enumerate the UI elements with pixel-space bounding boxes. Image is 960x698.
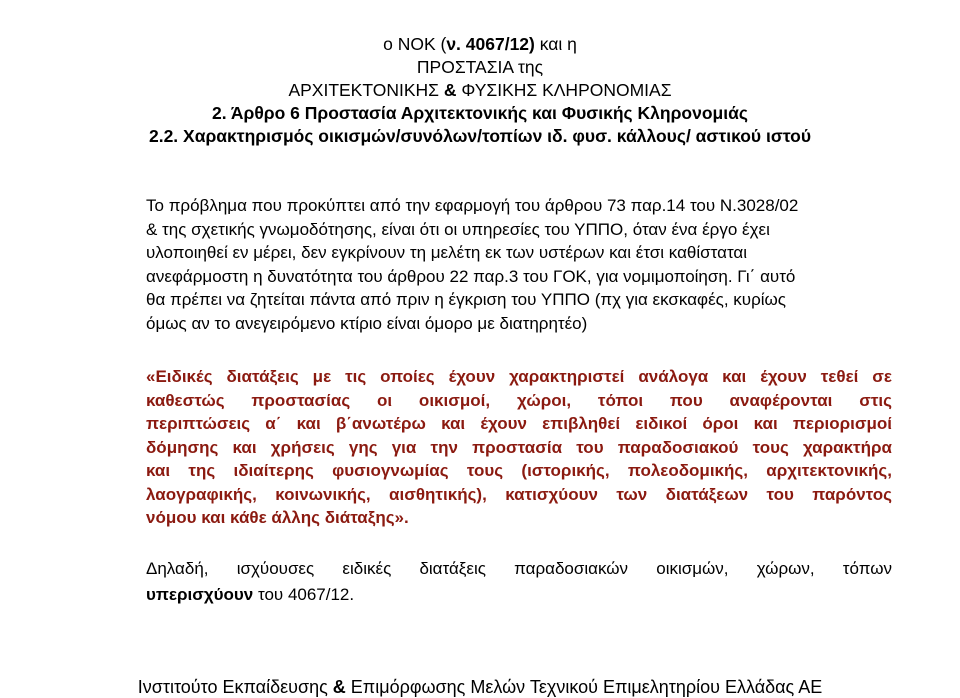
conclusion-line-2: υπερισχύουν του 4067/12.	[146, 585, 355, 604]
article-title: 2. Άρθρο 6 Προστασία Αρχιτεκτονικής και Φυσικής Κληρονομιάς	[212, 103, 748, 123]
conclusion-paragraph	[146, 556, 892, 608]
paragraph-line: όμως αν το ανεγειρόμενο κτίριο είναι όμορο με διατηρητέο)	[146, 313, 588, 333]
footer-ampersand: &	[332, 677, 346, 697]
paragraph-line: υλοποιηθεί εν μέρει, δεν εγκρίνουν τη μελέτη εκ των υστέρων και έτσι καθίσταται	[146, 243, 748, 262]
paragraph-line: θα πρέπει να ζητείται πάντα από πριν η έγκριση του ΥΠΠΟ (πχ για εκσκαφές, κυρίως	[146, 290, 786, 309]
quote-line: νόμου και κάθε άλλης διάταξης».	[146, 508, 409, 527]
problem-paragraph	[146, 194, 892, 335]
paragraph-line: ανεφάρμοστη η δυνατότητα του άρθρου 22 παρ.3 του ΓΟΚ, για νομιμοποίηση. Γι΄ αυτό	[146, 266, 796, 286]
quote-line: «Ειδικές διατάξεις με τις οποίες έχουν χαρακτηριστεί ανάλογα και έχουν τεθεί σε	[146, 367, 892, 386]
paragraph-line: Το πρόβλημα που προκύπτει από την εφαρμογή του άρθρου 73 παρ.14 του Ν.3028/02	[146, 196, 799, 215]
quote-line: καθεστώς προστασίας οι οικισμοί, χώροι, τόποι που αναφέρονται στις	[146, 390, 892, 410]
emphasis-word: υπερισχύουν	[146, 585, 254, 604]
footer-institute: Ινστιτούτο Εκπαίδευσης & Επιμόρφωσης Μελών Τεχνικού Επιμελητηρίου Ελλάδας ΑΕ	[137, 677, 823, 697]
quote-line: περιπτώσεις α΄ και β΄ανωτέρω και έχουν επιβληθεί ειδικοί όροι και περιορισμοί	[146, 414, 892, 433]
ampersand: &	[443, 80, 457, 100]
law-reference: ν. 4067/12)	[446, 34, 535, 54]
slide-header	[0, 33, 960, 148]
header-line-1-post: και η	[534, 34, 577, 54]
quote-line: και της ιδιαίτερης φυσιογνωμίας τους (ιστορικής, πολεοδομικής, αρχιτεκτονικής,	[146, 461, 892, 480]
quoted-law-text	[146, 365, 892, 530]
header-line-3: ΑΡΧΙΤΕΚΤΟΝΙΚΗΣ & ΦΥΣΙΚΗΣ ΚΛΗΡΟΝΟΜΙΑΣ	[288, 80, 672, 100]
header-line-2: ΠΡΟΣΤΑΣΙΑ της	[416, 57, 544, 77]
quote-line: λαογραφικής, κοινωνικής, αισθητικής), κατισχύουν των διατάξεων του παρόντος	[146, 484, 892, 504]
conclusion-line-1: Δηλαδή, ισχύουσες ειδικές διατάξεις παραδοσιακών οικισμών, χώρων, τόπων	[146, 559, 892, 578]
header-line-1-pre: ο ΝΟΚ (	[383, 34, 447, 54]
header-line-1	[0, 33, 960, 56]
section-title: 2.2. Χαρακτηρισμός οικισμών/συνόλων/τοπίων ιδ. φυσ. κάλλους/ αστικού ιστού	[148, 126, 812, 146]
paragraph-line: & της σχετικής γνωμοδότησης, είναι ότι οι υπηρεσίες του ΥΠΠΟ, όταν ένα έργο έχει	[146, 219, 770, 239]
quote-line: δόμησης και χρήσεις γης για την προστασία του παραδοσιακού τους χαρακτήρα	[146, 437, 892, 457]
